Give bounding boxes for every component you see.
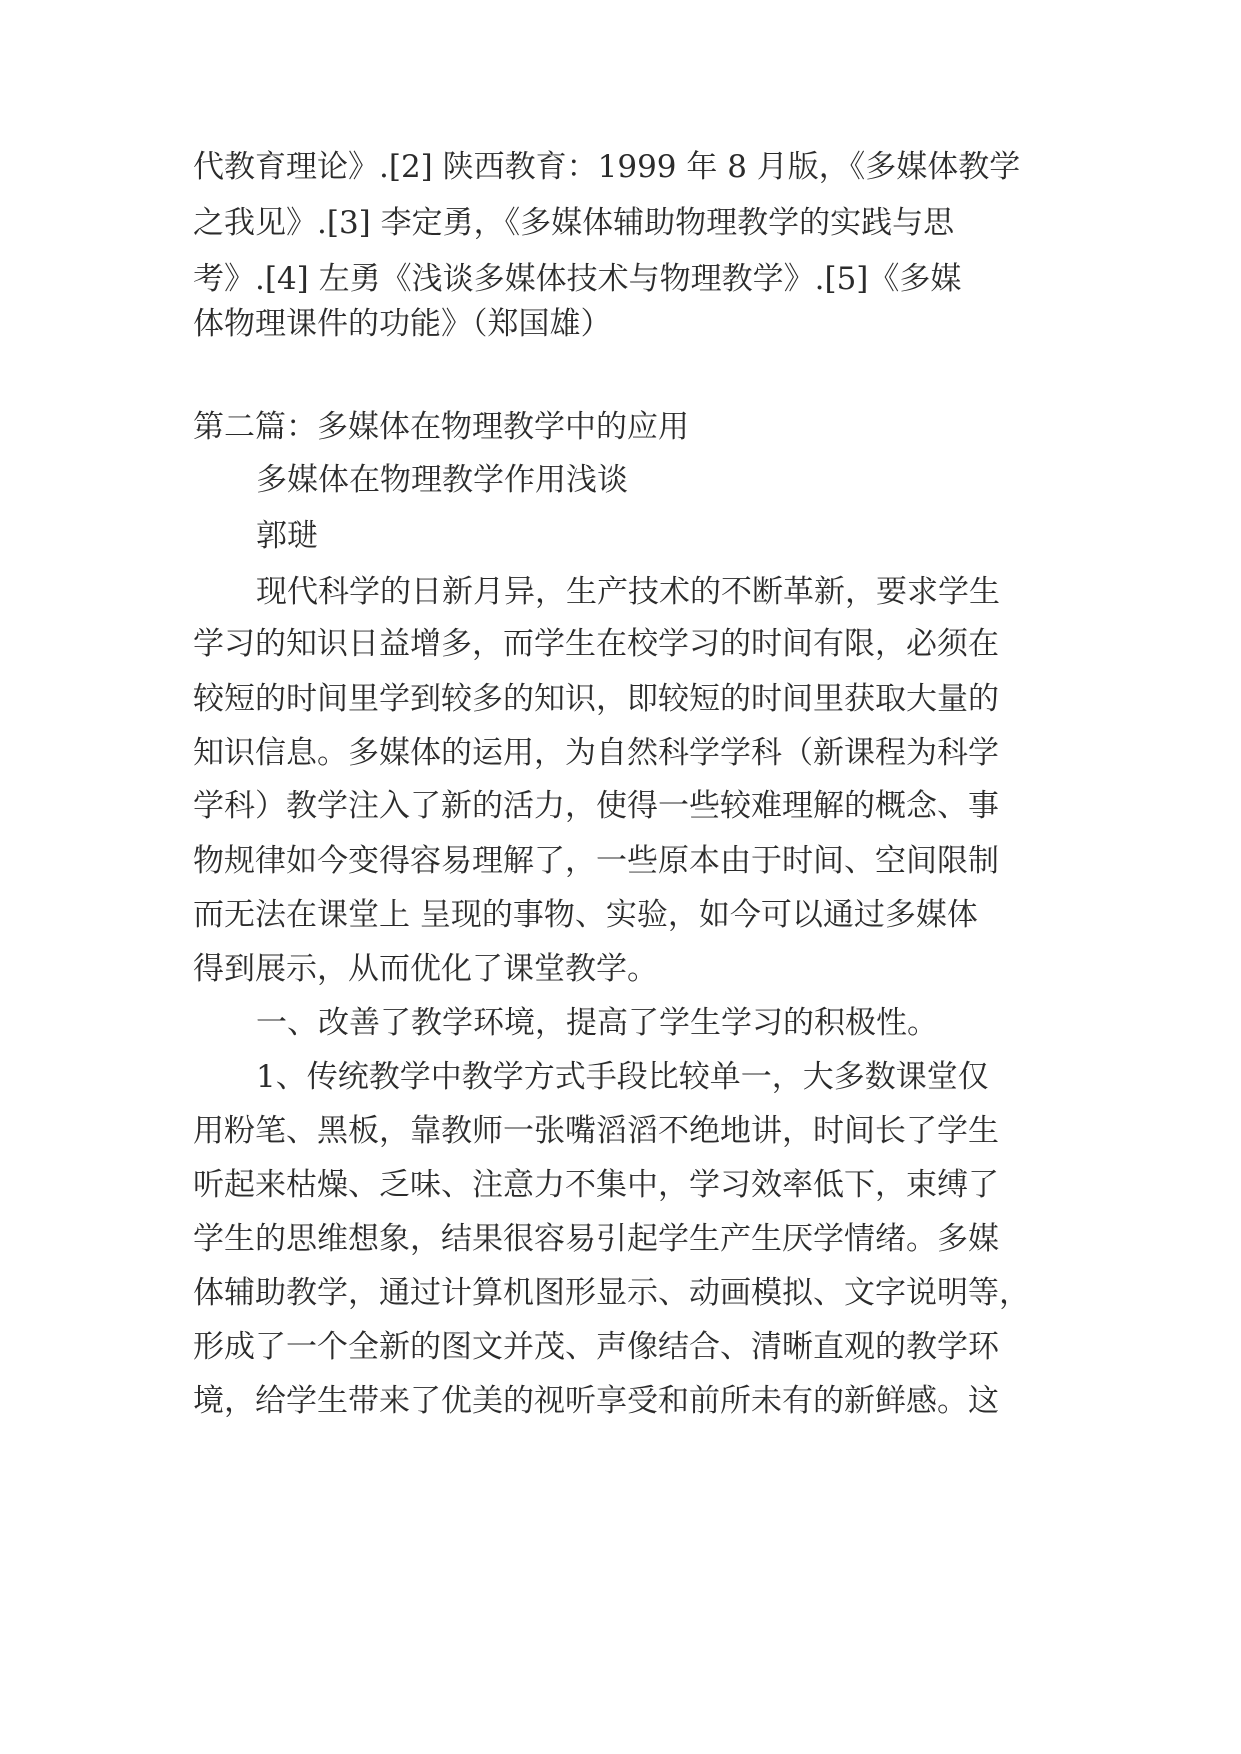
paragraph-line: 听起来枯燥、乏味、注意力不集中，学习效率低下，束缚了 xyxy=(193,1167,999,1203)
paragraph-line: 得到展示，从而优化了课堂教学。 xyxy=(193,951,658,987)
reference-line: 体物理课件的功能》（郑国雄） xyxy=(193,306,612,342)
reference-line: 代教育理论》.[2] 陕西教育：1999 年 8 月版，《多媒体教学 xyxy=(193,149,1021,185)
paragraph-line: 知识信息。多媒体的运用，为自然科学学科（新课程为科学 xyxy=(193,735,999,771)
paragraph-line: 较短的时间里学到较多的知识，即较短的时间里获取大量的 xyxy=(193,681,999,717)
paragraph-line: 形成了一个全新的图文并茂、声像结合、清晰直观的教学环 xyxy=(193,1329,999,1365)
paragraph-line: 学科）教学注入了新的活力，使得一些较难理解的概念、事 xyxy=(193,788,999,824)
paragraph-line: 用粉笔、黑板，靠教师一张嘴滔滔不绝地讲，时间长了学生 xyxy=(193,1113,999,1149)
paragraph-line: 学习的知识日益增多，而学生在校学习的时间有限，必须在 xyxy=(193,626,999,662)
author-name: 郭琎 xyxy=(256,518,318,554)
paragraph-line: 而无法在课堂上 呈现的事物、实验，如今可以通过多媒体 xyxy=(193,897,978,933)
paragraph-line: 体辅助教学，通过计算机图形显示、动画模拟、文字说明等， xyxy=(193,1275,1030,1311)
paragraph-line: 境，给学生带来了优美的视听享受和前所未有的新鲜感。这 xyxy=(193,1383,999,1419)
paragraph-line: 物规律如今变得容易理解了，一些原本由于时间、空间限制 xyxy=(193,843,999,879)
reference-line: 考》.[4] 左勇《浅谈多媒体技术与物理教学》.[5]《多媒 xyxy=(193,261,962,297)
article-title: 多媒体在物理教学作用浅谈 xyxy=(256,462,628,498)
chapter-heading: 第二篇：多媒体在物理教学中的应用 xyxy=(193,409,689,445)
paragraph-line: 学生的思维想象，结果很容易引起学生产生厌学情绪。多媒 xyxy=(193,1221,999,1257)
section-heading: 一、改善了教学环境，提高了学生学习的积极性。 xyxy=(256,1005,938,1041)
paragraph-line: 现代科学的日新月异，生产技术的不断革新，要求学生 xyxy=(256,574,1000,610)
paragraph-line: 1、传统教学中教学方式手段比较单一，大多数课堂仅 xyxy=(256,1059,989,1095)
reference-line: 之我见》.[3] 李定勇，《多媒体辅助物理教学的实践与思 xyxy=(193,205,955,241)
